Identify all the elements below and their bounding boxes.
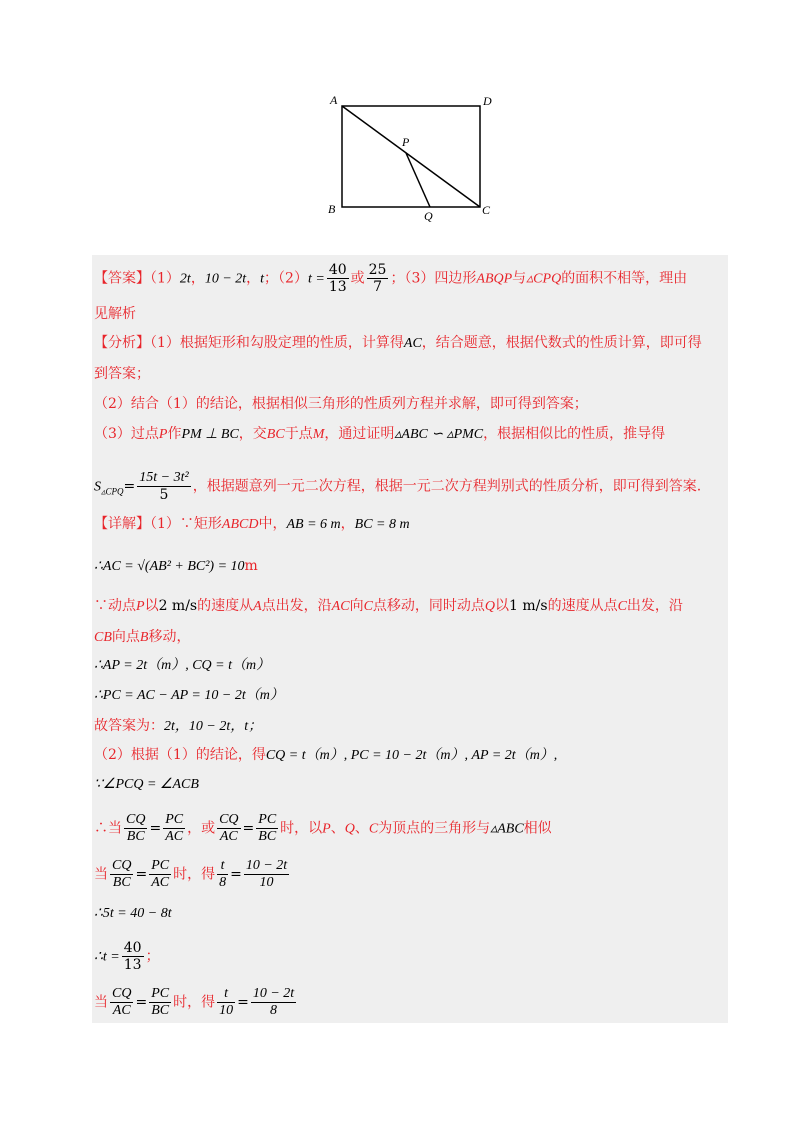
label-d: D <box>483 94 492 108</box>
detail-line-13: ∴t = $\frac{40}{13}$ ； <box>94 940 160 973</box>
answer-line-1: 【答案】（1）2t，10 − 2t，t；（2）t = $\frac{40}{13}$ 或 $\frac{25}{7}$ ；（3）四边形ABQP与▵CPQ的面积不相等，理由 <box>94 262 688 295</box>
detail-tag: 【详解】 <box>94 516 150 532</box>
label-p: P <box>402 135 410 149</box>
analysis-line-2: 到答案； <box>94 366 150 382</box>
answer-line-2: 见解析 <box>94 306 136 322</box>
detail-line-9: ∵∠PCQ = ∠ACB <box>94 777 199 792</box>
detail-line-8: （2）根据（1）的结论，得CQ = t（m）, PC = 10 − 2t（m）, AP = 2t（m）, <box>94 747 558 763</box>
analysis-line-4: （3）过点P作PM ⊥ BC，交BC于点M，通过证明▵ABC ∽ ▵PMC，根据相似比的性质，推导得 <box>94 426 666 442</box>
label-b: B <box>328 202 336 216</box>
fraction-25-7: $\frac{25}{7}$ <box>368 262 387 295</box>
analysis-line-1: 【分析】（1）根据矩形和勾股定理的性质，计算得AC，结合题意，根据代数式的性质计算，即可得 <box>94 335 702 351</box>
analysis-line-5: $S_{▵CPQ}=$ $\frac{\text{15t − 3t²}}{5}$ ，根据题意列一元二次方程，根据一元二次方程判别式的性质分析，即可得到答案. <box>94 470 702 503</box>
detail-line-10: ∴当 $\frac{CQ}{BC}$ = $\frac{PC}{AC}$ ，或 $\frac{CQ}{AC}$ = $\frac{PC}{BC}$ 时，以P、Q、C为顶点的三角形与▵ABC相似 <box>94 812 552 844</box>
answer-tag: 【答案】 <box>94 270 150 287</box>
fraction-area: $\frac{\text{15t − 3t²}}{5}$ <box>139 470 189 503</box>
detail-line-7: 故答案为：2t，10 − 2t，t； <box>94 718 263 734</box>
detail-line-12: ∴5t = 40 − 8t <box>94 906 172 921</box>
geometry-figure <box>320 88 510 228</box>
label-a: A <box>330 93 338 107</box>
detail-line-2: ∴AC = √(AB² + BC²) = 10m <box>94 558 258 574</box>
analysis-tag: 【分析】 <box>94 335 150 351</box>
analysis-line-3: （2）结合（1）的结论，根据相似三角形的性质列方程并求解，即可得到答案； <box>94 396 588 412</box>
detail-line-14: 当 $\frac{CQ}{AC}$ = $\frac{PC}{BC}$ 时，得 $\frac{t}{10}$ = $\frac{10 - 2t}{8}$ <box>94 986 295 1018</box>
fraction-40-13: $\frac{40}{13}$ <box>328 262 347 295</box>
label-c: C <box>482 203 491 217</box>
detail-line-6: ∴PC = AC − AP = 10 − 2t（m） <box>94 688 284 703</box>
detail-line-4: CB向点B移动， <box>94 629 191 645</box>
detail-line-11: 当 $\frac{CQ}{BC}$ = $\frac{PC}{AC}$ 时，得 $\frac{t}{8}$ = $\frac{10 - 2t}{10}$ <box>94 858 288 890</box>
detail-line-3: ∵动点P以2 m/s的速度从A点出发，沿AC向C点移动，同时动点Q以1 m/s的速度从点C出发，沿 <box>94 598 683 614</box>
detail-line-1: 【详解】（1）∵矩形ABCD中，AB = 6 m，BC = 8 m <box>94 516 410 532</box>
label-q: Q <box>424 209 433 223</box>
diagonal-ac <box>342 106 480 207</box>
detail-line-5: ∴AP = 2t（m）, CQ = t（m） <box>94 658 271 673</box>
